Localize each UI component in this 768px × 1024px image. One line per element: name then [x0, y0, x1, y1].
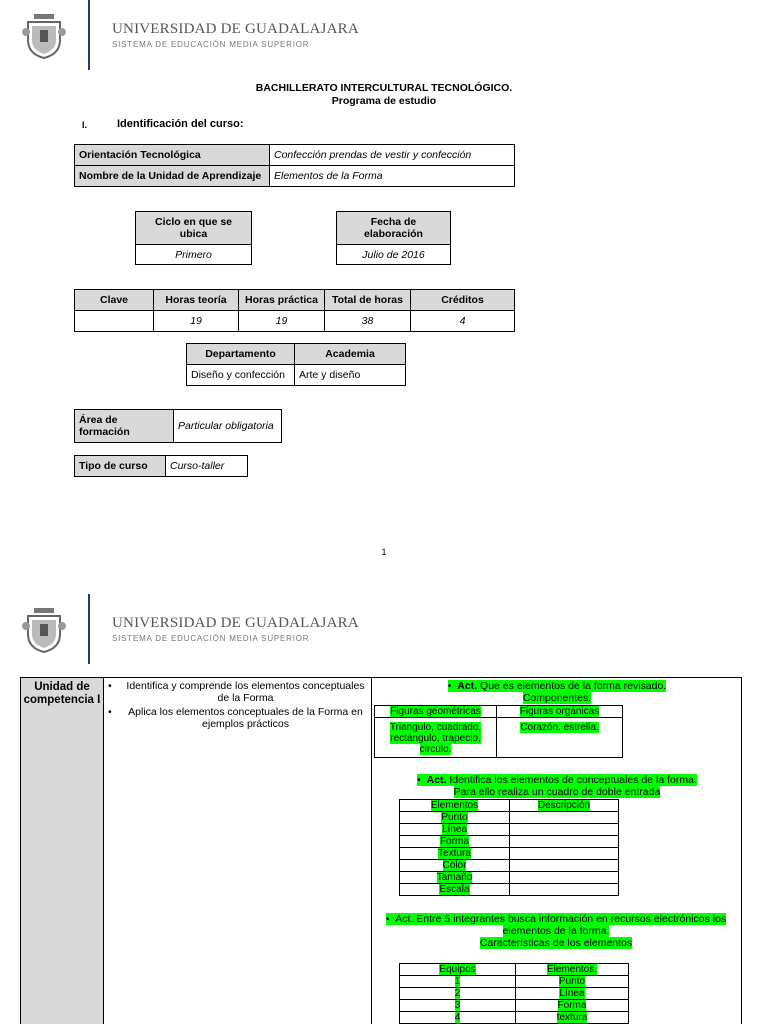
activity-3: [376, 913, 736, 949]
figures-value-geometric: Triangulo, cuadrado, rectángulo, trapecio, circulo.: [389, 722, 482, 755]
figures-table: [374, 705, 623, 758]
team-element: textura: [556, 1012, 588, 1023]
academia-value: Arte y diseño: [295, 365, 406, 386]
competency-table: [20, 677, 742, 1024]
document-title: BACHILLERATO INTERCULTURAL TECNOLÓGICO.: [255, 82, 513, 94]
team-number: 2: [454, 988, 461, 999]
unit-competency-label: Unidad de competencia I: [23, 681, 101, 706]
activity-1-label: Act.: [457, 680, 478, 692]
objective-text: Aplica los elementos conceptuales de la Forma en ejemplos prácticos: [128, 706, 363, 730]
element-row: Color: [442, 860, 467, 871]
area-label: Área de formación: [75, 410, 174, 443]
element-row: Escala: [439, 884, 470, 895]
activity-1-sub: Componentes:: [522, 692, 592, 704]
fecha-table: [336, 211, 451, 265]
activity-2-text: Identifica los elementos de conceptuales de la forma.: [449, 774, 697, 786]
hours-header-creditos: Créditos: [411, 290, 515, 311]
elements-header: Elementos: [430, 800, 479, 811]
area-table: [74, 409, 282, 443]
hours-value-total: 38: [325, 311, 411, 332]
activities-cell: [372, 678, 741, 1024]
figures-header-organic: Figuras orgánicas: [519, 706, 600, 717]
hours-table: [74, 289, 515, 332]
team-element: Punto: [558, 976, 586, 987]
element-row: Textura: [438, 848, 471, 859]
activity-3-line: • Act. Entre 5 integrantes busca información en recursos electrónicos los elementos de la forma.: [385, 913, 727, 937]
page2-header: [0, 594, 768, 664]
figures-value-organic: Corazón, estrella.: [520, 722, 599, 733]
ciclo-table: [135, 211, 252, 265]
activity-2: [372, 774, 742, 798]
objective-item: [108, 680, 367, 704]
figures-header-geometric: Figuras geométricas: [390, 706, 481, 717]
hours-value-teoria: 19: [154, 311, 239, 332]
course-type-label: Tipo de curso: [75, 456, 166, 477]
objectives-cell: [104, 678, 372, 1024]
activity-3-sub: Características de los elementos: [479, 937, 633, 949]
activity-2-sub: Para ello realiza un cuadro de doble entrada: [453, 786, 661, 798]
header-divider: [88, 0, 90, 70]
area-value: Particular obligatoria: [174, 410, 282, 443]
document-subtitle: Programa de estudio: [331, 95, 437, 107]
page1-header: [0, 0, 768, 70]
hours-header-total: Total de horas: [325, 290, 411, 311]
department-header: Departamento: [187, 344, 295, 365]
page-number: 1: [381, 547, 387, 557]
unit-competency-cell: [21, 678, 104, 1024]
ciclo-value: Primero: [136, 245, 252, 265]
hours-header-practica: Horas práctica: [239, 290, 325, 311]
hours-value-practica: 19: [239, 311, 325, 332]
element-row: Forma: [440, 836, 469, 847]
system-name: SISTEMA DE EDUCACIÓN MEDIA SUPERIOR: [112, 634, 310, 643]
objective-item: [108, 706, 367, 730]
academia-header: Academia: [295, 344, 406, 365]
fecha-label: Fecha de elaboración: [337, 212, 451, 245]
hours-header-teoria: Horas teoría: [154, 290, 239, 311]
activity-1-line: • Act. Que es elementos de la forma revisado.: [447, 680, 667, 692]
orientation-label: Orientación Tecnológica: [75, 145, 270, 166]
course-type-value: Curso-taller: [166, 456, 248, 477]
activity-2-label: Act.: [426, 774, 447, 786]
hours-value-clave: [75, 311, 154, 332]
university-seal-icon: [20, 604, 68, 654]
department-value: Diseño y confección: [187, 365, 295, 386]
bullet-icon: •: [108, 706, 112, 718]
university-seal-icon: [20, 10, 68, 60]
teams-table: [399, 963, 629, 1024]
objective-text: Identifica y comprende los elementos conceptuales de la Forma: [126, 680, 365, 704]
unit-name-label: Nombre de la Unidad de Aprendizaje: [75, 166, 270, 187]
team-number: 4: [454, 1012, 461, 1023]
element-row: Tamaño: [436, 872, 473, 883]
description-header: Descripción: [537, 800, 591, 811]
hours-value-creditos: 4: [411, 311, 515, 332]
header-divider: [88, 594, 90, 664]
university-name: UNIVERSIDAD DE GUADALAJARA: [112, 615, 359, 631]
unit-name-value: Elementos de la Forma: [270, 166, 515, 187]
activity-1-text: Que es elementos de la forma revisado.: [480, 680, 667, 692]
team-elements-header: Elementos.: [546, 964, 598, 975]
team-number: 1: [454, 976, 461, 987]
course-identification-table: [74, 144, 515, 187]
section-number: I.: [82, 120, 88, 130]
section-title: Identificación del curso:: [117, 118, 244, 130]
activity-2-line: • Act. Identifica los elementos de conceptuales de la forma.: [417, 774, 697, 786]
bullet-icon: •: [108, 680, 112, 692]
activity-3-text: Act. Entre 5 integrantes busca información en recursos electrónicos los elementos de la forma.: [395, 913, 727, 937]
activity-1: [372, 680, 742, 704]
fecha-value: Julio de 2016: [337, 245, 451, 265]
team-number: 3: [454, 1000, 461, 1011]
element-row: Punto: [441, 812, 468, 823]
course-type-table: [74, 455, 248, 477]
elements-table: [399, 799, 619, 896]
hours-header-clave: Clave: [75, 290, 154, 311]
team-element: Forma: [557, 1000, 587, 1011]
teams-header: Equipos: [439, 964, 476, 975]
ciclo-label: Ciclo en que se ubica: [136, 212, 252, 245]
university-name: UNIVERSIDAD DE GUADALAJARA: [112, 21, 359, 37]
team-element: Línea: [559, 988, 585, 999]
department-table: [186, 343, 406, 386]
system-name: SISTEMA DE EDUCACIÓN MEDIA SUPERIOR: [112, 40, 310, 49]
element-row: Línea: [441, 824, 468, 835]
orientation-value: Confección prendas de vestir y confección: [270, 145, 515, 166]
